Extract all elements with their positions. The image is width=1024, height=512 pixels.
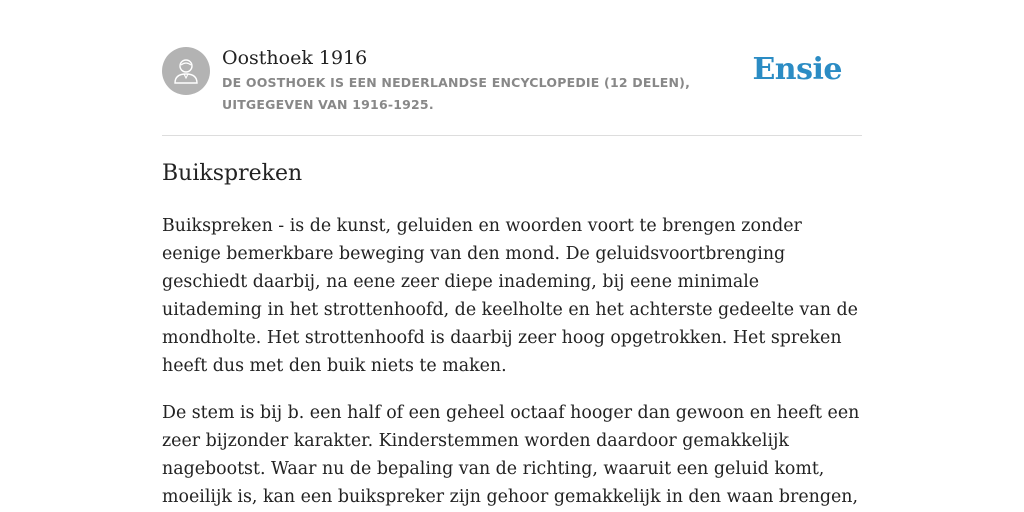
header-divider [162,135,862,136]
article [162,158,862,511]
avatar[interactable] [162,47,210,95]
source-title[interactable]: Oosthoek 1916 [222,47,368,69]
ensie-logo[interactable]: Ensie [752,52,842,87]
user-avatar-icon [172,56,200,86]
source-header [162,46,862,136]
source-description: DE OOSTHOEK IS EEN NEDERLANDSE ENCYCLOPEDIE (12 DELEN), UITGEGEVEN VAN 1916-1925. [222,75,691,112]
article-title: Buikspreken [162,161,303,186]
article-paragraph: Buikspreken - is de kunst, geluiden en woorden voort te brengen zonder eenige bemerkbare beweging van den mond. De geluidsvoortbrenging geschiedt daarbij, na eene zeer diepe inademing, bij eene minimale uitademing in het strottenhoofd, de keelholte en het achterste gedeelte van de mondholte. Het strottenhoofd is daarbij zeer hoog opgetrokken. Het spreken heeft dus met den buik niets te maken. [162,216,858,376]
article-paragraph: De stem is bij b. een half of een geheel octaaf hooger dan gewoon en heeft een zeer bijzonder karakter. Kinderstemmen worden daardoor gemakkelijk nagebootst. Waar nu de bepaling van de richting, waaruit een geluid komt, moeilijk is, kan een buikspreker zijn gehoor gemakkelijk in den waan brengen, [162,403,860,507]
